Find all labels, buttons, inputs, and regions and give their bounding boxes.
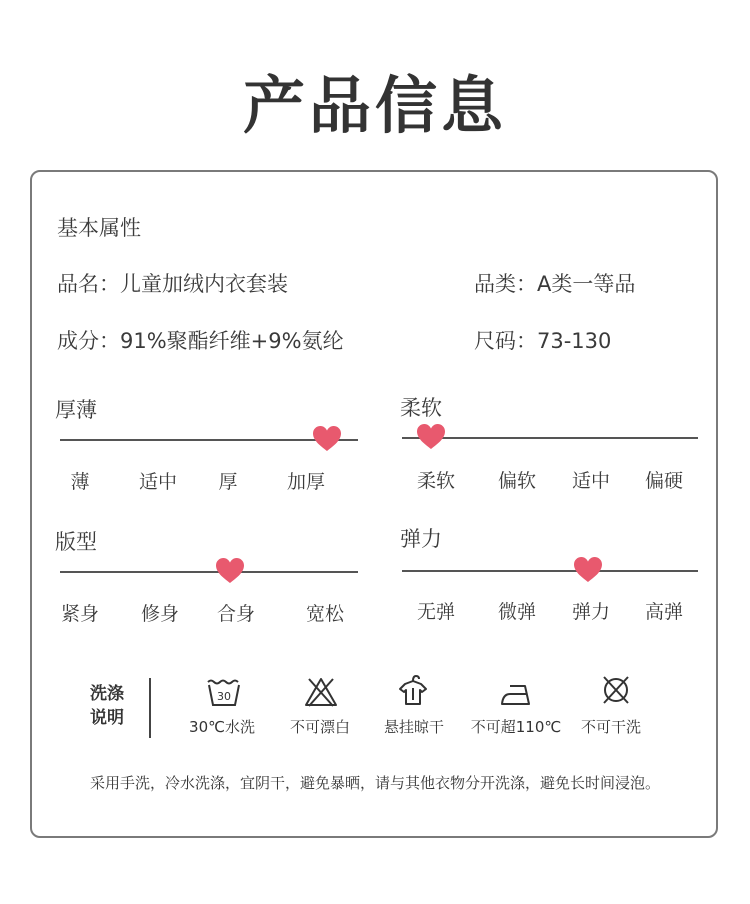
softness-label-medium: 适中 (571, 470, 611, 492)
category-row (474, 268, 635, 298)
thickness-label-thick: 厚 (218, 471, 238, 493)
elasticity-label-high: 高弹 (644, 601, 684, 623)
no-dry-clean-icon (598, 674, 634, 706)
fit-label-loose: 宽松 (305, 603, 345, 625)
product-name-row (57, 268, 288, 298)
category-label: 品类： (474, 272, 537, 296)
no-bleach-icon (303, 676, 339, 708)
softness-scale-title: 柔软 (400, 396, 442, 420)
washing-note: 采用手洗，冷水洗涤，宜阴干，避免暴晒，请与其他衣物分开洗涤，避免长时间浸泡。 (89, 774, 660, 792)
composition-row (57, 325, 344, 355)
elasticity-label-slight: 微弹 (497, 601, 537, 623)
thickness-label-extra-thick: 加厚 (286, 471, 326, 493)
fit-scale-title: 版型 (55, 530, 97, 554)
elasticity-label-elastic: 弹力 (571, 601, 611, 623)
hang-dry-label: 悬挂晾干 (383, 718, 445, 736)
thickness-heart-icon (312, 425, 342, 453)
category-value: A类一等品 (537, 272, 636, 296)
washing-divider (149, 678, 151, 738)
elasticity-label-none: 无弹 (416, 601, 456, 623)
thickness-label-thin: 薄 (70, 471, 90, 493)
elasticity-scale-line (402, 570, 698, 572)
basic-attributes-heading: 基本属性 (57, 216, 141, 240)
thickness-label-medium: 适中 (138, 471, 178, 493)
composition-value: 91%聚酯纤维+9%氨纶 (120, 329, 344, 353)
softness-heart-icon (416, 423, 446, 451)
elasticity-scale-title: 弹力 (400, 527, 442, 551)
product-name-label: 品名： (57, 272, 120, 296)
softness-label-soft: 柔软 (416, 470, 456, 492)
fit-label-tight: 紧身 (60, 603, 100, 625)
iron-label: 不可超110℃ (470, 718, 562, 736)
product-name-value: 儿童加绒内衣套装 (120, 272, 288, 296)
wash-30-icon-text: 30 (217, 690, 231, 703)
softness-label-slightly-hard: 偏硬 (644, 470, 684, 492)
size-row (474, 325, 611, 355)
softness-label-slightly-soft: 偏软 (497, 470, 537, 492)
wash-30-label: 30℃水洗 (189, 718, 255, 736)
page-title: 产品信息 (242, 69, 507, 142)
hang-dry-icon (395, 674, 431, 706)
size-label: 尺码： (474, 329, 537, 353)
fit-heart-icon (215, 557, 245, 585)
iron-icon (498, 678, 534, 710)
fit-scale-line (60, 571, 358, 573)
size-value: 73-130 (537, 329, 612, 353)
washing-title-line1: 洗涤 (90, 684, 124, 704)
softness-scale-line (402, 437, 698, 439)
no-bleach-label: 不可漂白 (289, 718, 351, 736)
wash-30-icon (206, 676, 242, 708)
elasticity-heart-icon (573, 556, 603, 584)
washing-title-line2: 说明 (90, 708, 124, 728)
thickness-scale-title: 厚薄 (55, 398, 97, 422)
composition-label: 成分： (57, 329, 120, 353)
fit-label-slim: 修身 (140, 603, 180, 625)
no-dry-clean-label: 不可干洗 (580, 718, 642, 736)
fit-label-regular: 合身 (216, 603, 256, 625)
washing-instructions-title (84, 682, 130, 730)
